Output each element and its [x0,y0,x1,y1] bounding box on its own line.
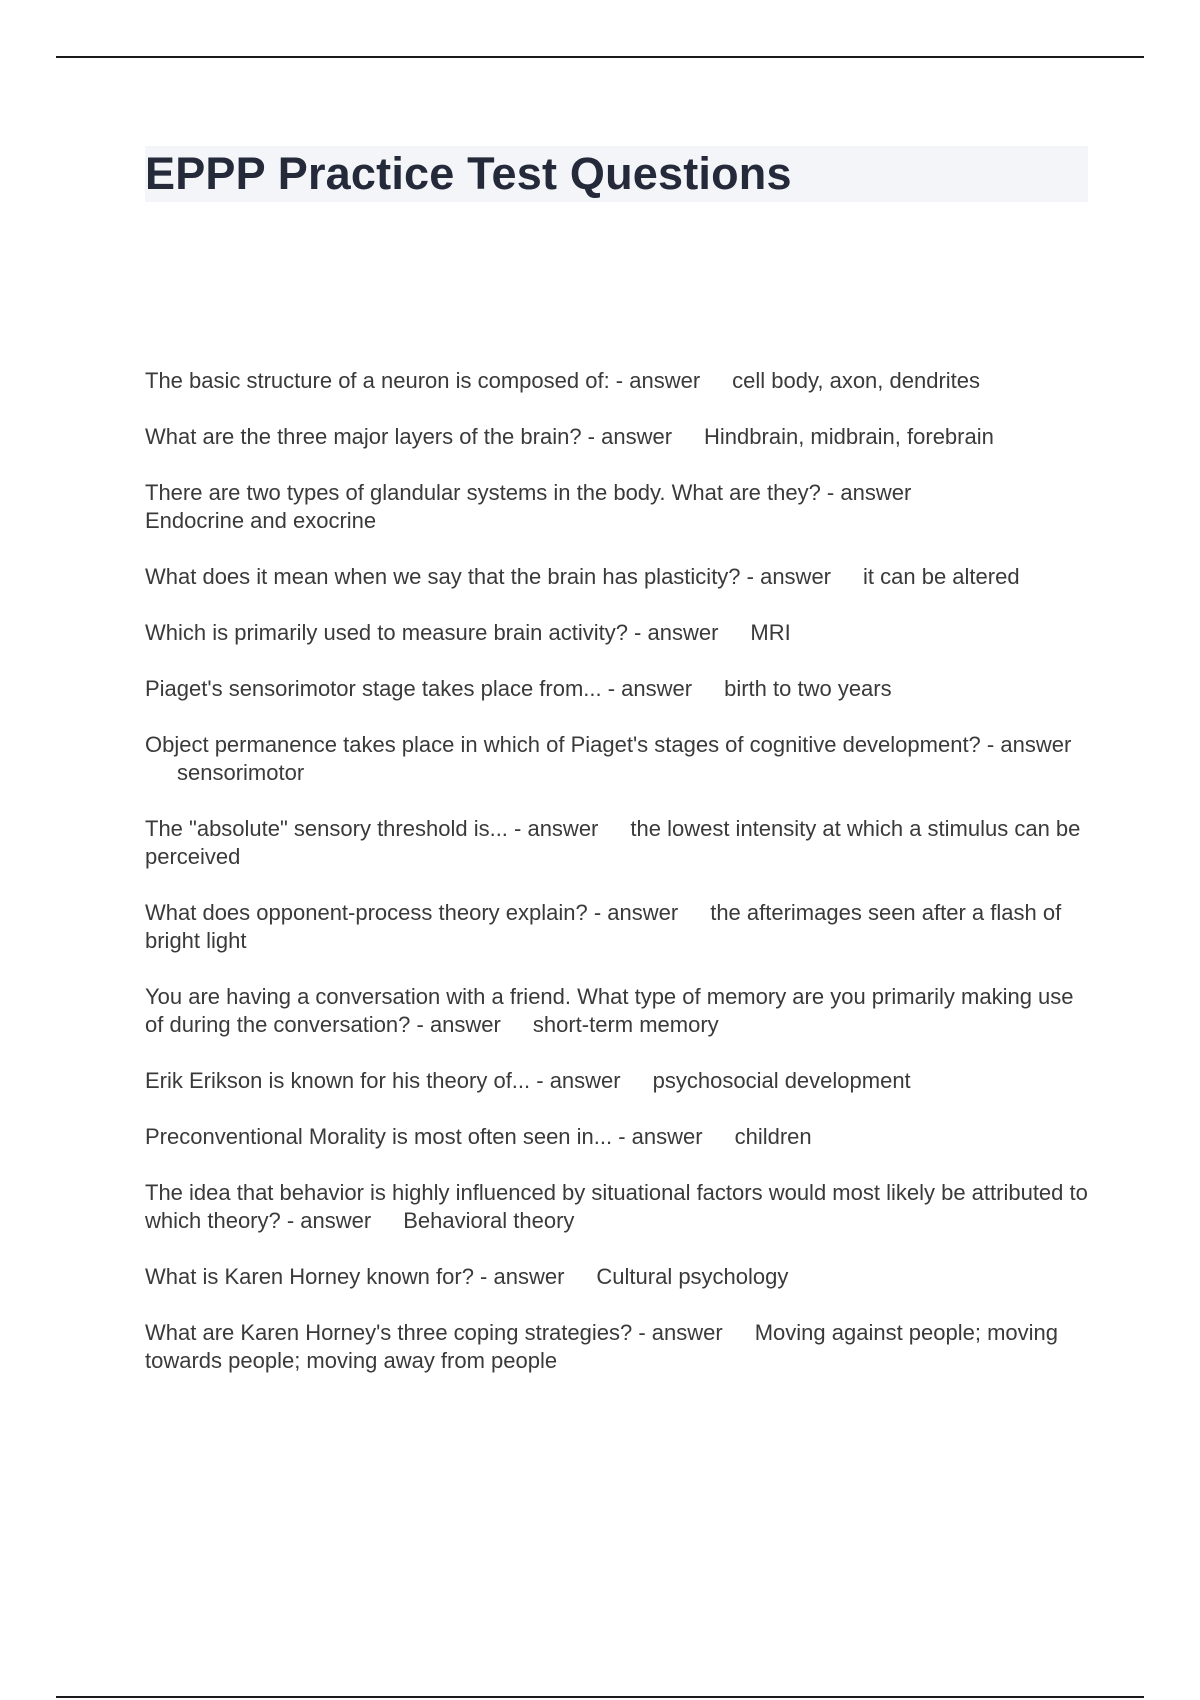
question-text: Preconventional Morality is most often seen in... - answer [145,1124,703,1149]
answer-text: Hindbrain, midbrain, forebrain [704,424,994,449]
qa-item [145,1067,1090,1095]
answer-text: the afterimages seen after a flash of bright light [145,900,1062,953]
title-banner [145,146,1088,202]
answer-text: children [734,1124,812,1149]
question-text: What are Karen Horney's three coping strategies? - answer [145,1320,723,1345]
question-text: What are the three major layers of the brain? - answer [145,424,673,449]
answer-text: Moving against people; moving towards people; moving away from people [145,1320,1059,1373]
qa-list [145,367,1090,1403]
qa-item [145,563,1090,591]
question-text: Which is primarily used to measure brain activity? - answer [145,620,719,645]
question-text: Erik Erikson is known for his theory of... - answer [145,1068,621,1093]
qa-item [145,731,1090,787]
answer-text: MRI [750,620,791,645]
question-text: What is Karen Horney known for? - answer [145,1264,565,1289]
qa-item [145,367,1090,395]
qa-item [145,675,1090,703]
answer-text: cell body, axon, dendrites [732,368,981,393]
question-text: You are having a conversation with a friend. What type of memory are you primarily making use of during the conversation? - answer [145,984,1074,1037]
question-text: What does opponent-process theory explain? - answer [145,900,679,925]
qa-item [145,899,1090,955]
question-text: There are two types of glandular systems in the body. What are they? - answer [145,480,912,505]
question-text: The idea that behavior is highly influenced by situational factors would most likely be attributed to which theory? - answer [145,1180,1088,1233]
qa-item [145,1123,1090,1151]
qa-item [145,1319,1090,1375]
answer-text: Cultural psychology [596,1264,789,1289]
question-text: The "absolute" sensory threshold is... - answer [145,816,599,841]
answer-text: short-term memory [532,1012,719,1037]
answer-text: Behavioral theory [403,1208,575,1233]
question-text: What does it mean when we say that the brain has plasticity? - answer [145,564,832,589]
question-text: The basic structure of a neuron is composed of: - answer [145,368,701,393]
answer-text: it can be altered [863,564,1020,589]
answer-text: Endocrine and exocrine [145,508,377,533]
answer-text: birth to two years [724,676,892,701]
answer-text: sensorimotor [177,760,305,785]
answer-text: the lowest intensity at which a stimulus can be perceived [145,816,1081,869]
top-divider [56,56,1144,58]
qa-item [145,815,1090,871]
question-text: Piaget's sensorimotor stage takes place from... - answer [145,676,693,701]
page-title: EPPP Practice Test Questions [145,148,792,199]
qa-item [145,479,1090,535]
qa-item [145,1263,1090,1291]
answer-text: psychosocial development [652,1068,911,1093]
qa-item [145,983,1090,1039]
qa-item [145,619,1090,647]
qa-item [145,423,1090,451]
bottom-divider [56,1696,1144,1698]
question-text: Object permanence takes place in which of Piaget's stages of cognitive development? - answer [145,732,1072,757]
qa-item [145,1179,1090,1235]
